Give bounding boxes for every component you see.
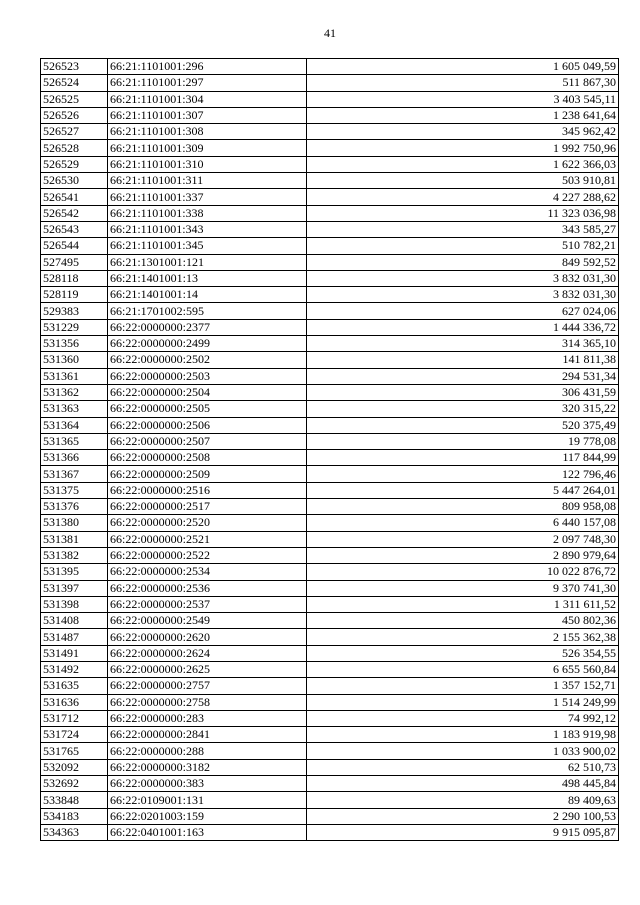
row-number-cell: 531395 xyxy=(41,564,108,580)
row-number-cell: 531382 xyxy=(41,547,108,563)
table-row xyxy=(41,759,619,775)
cadastral-number-cell: 66:21:1301001:121 xyxy=(108,254,307,270)
cadastral-number-cell: 66:21:1401001:13 xyxy=(108,270,307,286)
cadastral-number-cell: 66:21:1101001:307 xyxy=(108,107,307,123)
cadastral-number-cell: 66:22:0000000:2537 xyxy=(108,596,307,612)
table-row xyxy=(41,417,619,433)
row-number-cell: 531381 xyxy=(41,531,108,547)
cadastral-number-cell: 66:22:0000000:3182 xyxy=(108,759,307,775)
table-row xyxy=(41,91,619,107)
cadastral-value-cell: 1 357 152,71 xyxy=(307,678,619,694)
cadastral-value-cell: 122 796,46 xyxy=(307,466,619,482)
cadastral-number-cell: 66:22:0109001:131 xyxy=(108,792,307,808)
table-row xyxy=(41,254,619,270)
cadastral-value-cell: 809 958,08 xyxy=(307,499,619,515)
cadastral-number-cell: 66:22:0000000:2522 xyxy=(108,547,307,563)
cadastral-value-cell: 2 290 100,53 xyxy=(307,808,619,824)
table-row xyxy=(41,221,619,237)
table-row xyxy=(41,336,619,352)
cadastral-value-cell: 1 311 611,52 xyxy=(307,596,619,612)
cadastral-value-cell: 503 910,81 xyxy=(307,173,619,189)
table-row xyxy=(41,776,619,792)
cadastral-number-cell: 66:22:0000000:2536 xyxy=(108,580,307,596)
cadastral-value-cell: 1 514 249,99 xyxy=(307,694,619,710)
cadastral-number-cell: 66:22:0000000:2757 xyxy=(108,678,307,694)
cadastral-number-cell: 66:21:1101001:310 xyxy=(108,156,307,172)
cadastral-value-cell: 343 585,27 xyxy=(307,221,619,237)
cadastral-value-cell: 10 022 876,72 xyxy=(307,564,619,580)
cadastral-value-cell: 6 655 560,84 xyxy=(307,661,619,677)
row-number-cell: 526530 xyxy=(41,173,108,189)
table-row xyxy=(41,287,619,303)
cadastral-value-cell: 5 447 264,01 xyxy=(307,482,619,498)
cadastral-number-cell: 66:22:0000000:2508 xyxy=(108,450,307,466)
row-number-cell: 532092 xyxy=(41,759,108,775)
table-row xyxy=(41,710,619,726)
cadastral-number-cell: 66:22:0000000:2499 xyxy=(108,336,307,352)
cadastral-value-cell: 1 622 366,03 xyxy=(307,156,619,172)
cadastral-value-cell: 306 431,59 xyxy=(307,384,619,400)
cadastral-value-cell: 450 802,36 xyxy=(307,613,619,629)
table-row xyxy=(41,319,619,335)
table-row xyxy=(41,808,619,824)
table-row xyxy=(41,596,619,612)
cadastral-number-cell: 66:22:0000000:2505 xyxy=(108,401,307,417)
cadastral-number-cell: 66:22:0000000:2506 xyxy=(108,417,307,433)
cadastral-value-cell: 511 867,30 xyxy=(307,75,619,91)
cadastral-value-cell: 117 844,99 xyxy=(307,450,619,466)
cadastral-number-cell: 66:22:0000000:2624 xyxy=(108,645,307,661)
table-row xyxy=(41,499,619,515)
row-number-cell: 529383 xyxy=(41,303,108,319)
row-number-cell: 526541 xyxy=(41,189,108,205)
table-row xyxy=(41,124,619,140)
row-number-cell: 531398 xyxy=(41,596,108,612)
cadastral-value-cell: 62 510,73 xyxy=(307,759,619,775)
row-number-cell: 528119 xyxy=(41,287,108,303)
cadastral-number-cell: 66:22:0000000:2620 xyxy=(108,629,307,645)
cadastral-number-cell: 66:22:0000000:2534 xyxy=(108,564,307,580)
row-number-cell: 531492 xyxy=(41,661,108,677)
cadastral-number-cell: 66:22:0000000:288 xyxy=(108,743,307,759)
cadastral-number-cell: 66:22:0000000:283 xyxy=(108,710,307,726)
table-row xyxy=(41,678,619,694)
row-number-cell: 531367 xyxy=(41,466,108,482)
cadastral-value-cell: 1 605 049,59 xyxy=(307,59,619,75)
cadastral-number-cell: 66:22:0201003:159 xyxy=(108,808,307,824)
row-number-cell: 531487 xyxy=(41,629,108,645)
cadastral-number-cell: 66:21:1101001:308 xyxy=(108,124,307,140)
cadastral-number-cell: 66:22:0000000:2841 xyxy=(108,727,307,743)
cadastral-number-cell: 66:22:0000000:2377 xyxy=(108,319,307,335)
table-row xyxy=(41,189,619,205)
cadastral-value-cell: 294 531,34 xyxy=(307,368,619,384)
table-row xyxy=(41,824,619,840)
row-number-cell: 531361 xyxy=(41,368,108,384)
cadastral-value-cell: 6 440 157,08 xyxy=(307,515,619,531)
table-row xyxy=(41,156,619,172)
row-number-cell: 533848 xyxy=(41,792,108,808)
row-number-cell: 526528 xyxy=(41,140,108,156)
cadastral-value-cell: 141 811,38 xyxy=(307,352,619,368)
row-number-cell: 531366 xyxy=(41,450,108,466)
cadastral-number-cell: 66:22:0000000:2504 xyxy=(108,384,307,400)
table-row xyxy=(41,107,619,123)
row-number-cell: 531364 xyxy=(41,417,108,433)
table-row xyxy=(41,547,619,563)
cadastral-value-cell: 9 370 741,30 xyxy=(307,580,619,596)
row-number-cell: 531636 xyxy=(41,694,108,710)
row-number-cell: 531229 xyxy=(41,319,108,335)
cadastral-number-cell: 66:22:0000000:2520 xyxy=(108,515,307,531)
cadastral-number-cell: 66:21:1101001:296 xyxy=(108,59,307,75)
table-row xyxy=(41,661,619,677)
table-row xyxy=(41,140,619,156)
cadastral-number-cell: 66:21:1101001:311 xyxy=(108,173,307,189)
cadastral-value-cell: 2 097 748,30 xyxy=(307,531,619,547)
cadastral-value-cell: 320 315,22 xyxy=(307,401,619,417)
cadastral-value-cell: 849 592,52 xyxy=(307,254,619,270)
cadastral-number-cell: 66:22:0000000:2549 xyxy=(108,613,307,629)
cadastral-value-cell: 345 962,42 xyxy=(307,124,619,140)
table-row xyxy=(41,75,619,91)
row-number-cell: 526529 xyxy=(41,156,108,172)
table-row xyxy=(41,238,619,254)
table-row xyxy=(41,629,619,645)
page-number: 41 xyxy=(324,26,336,40)
cadastral-number-cell: 66:22:0000000:2507 xyxy=(108,433,307,449)
cadastral-number-cell: 66:22:0000000:2517 xyxy=(108,499,307,515)
cadastral-number-cell: 66:21:1401001:14 xyxy=(108,287,307,303)
row-number-cell: 526526 xyxy=(41,107,108,123)
table-row xyxy=(41,59,619,75)
table-row xyxy=(41,173,619,189)
table-row xyxy=(41,482,619,498)
cadastral-value-cell: 510 782,21 xyxy=(307,238,619,254)
cadastral-value-table xyxy=(40,58,619,841)
table-row xyxy=(41,727,619,743)
table-row xyxy=(41,433,619,449)
cadastral-number-cell: 66:21:1101001:338 xyxy=(108,205,307,221)
row-number-cell: 534363 xyxy=(41,824,108,840)
cadastral-value-cell: 89 409,63 xyxy=(307,792,619,808)
cadastral-value-cell: 498 445,84 xyxy=(307,776,619,792)
row-number-cell: 531635 xyxy=(41,678,108,694)
table-row xyxy=(41,401,619,417)
table-row xyxy=(41,515,619,531)
table-row xyxy=(41,564,619,580)
row-number-cell: 526525 xyxy=(41,91,108,107)
cadastral-value-cell: 2 155 362,38 xyxy=(307,629,619,645)
cadastral-value-cell: 19 778,08 xyxy=(307,433,619,449)
cadastral-value-cell: 2 890 979,64 xyxy=(307,547,619,563)
table-row xyxy=(41,270,619,286)
cadastral-value-cell: 1 033 900,02 xyxy=(307,743,619,759)
cadastral-number-cell: 66:22:0000000:2503 xyxy=(108,368,307,384)
cadastral-value-cell: 1 992 750,96 xyxy=(307,140,619,156)
cadastral-number-cell: 66:22:0000000:2516 xyxy=(108,482,307,498)
row-number-cell: 531408 xyxy=(41,613,108,629)
cadastral-value-cell: 314 365,10 xyxy=(307,336,619,352)
row-number-cell: 528118 xyxy=(41,270,108,286)
table-row xyxy=(41,645,619,661)
row-number-cell: 526542 xyxy=(41,205,108,221)
row-number-cell: 532692 xyxy=(41,776,108,792)
table-row xyxy=(41,580,619,596)
row-number-cell: 531765 xyxy=(41,743,108,759)
cadastral-value-cell: 520 375,49 xyxy=(307,417,619,433)
cadastral-number-cell: 66:22:0000000:2509 xyxy=(108,466,307,482)
cadastral-number-cell: 66:22:0000000:2521 xyxy=(108,531,307,547)
table-row xyxy=(41,205,619,221)
row-number-cell: 531376 xyxy=(41,499,108,515)
row-number-cell: 531362 xyxy=(41,384,108,400)
cadastral-number-cell: 66:21:1101001:297 xyxy=(108,75,307,91)
table-row xyxy=(41,384,619,400)
cadastral-value-cell: 1 444 336,72 xyxy=(307,319,619,335)
row-number-cell: 531365 xyxy=(41,433,108,449)
row-number-cell: 531363 xyxy=(41,401,108,417)
cadastral-value-cell: 3 832 031,30 xyxy=(307,270,619,286)
row-number-cell: 531712 xyxy=(41,710,108,726)
row-number-cell: 534183 xyxy=(41,808,108,824)
cadastral-number-cell: 66:21:1101001:345 xyxy=(108,238,307,254)
cadastral-value-cell: 9 915 095,87 xyxy=(307,824,619,840)
row-number-cell: 526544 xyxy=(41,238,108,254)
table-row xyxy=(41,694,619,710)
table-body xyxy=(41,59,619,841)
row-number-cell: 526527 xyxy=(41,124,108,140)
cadastral-value-cell: 1 238 641,64 xyxy=(307,107,619,123)
cadastral-number-cell: 66:22:0000000:2502 xyxy=(108,352,307,368)
cadastral-number-cell: 66:21:1701002:595 xyxy=(108,303,307,319)
cadastral-value-cell: 3 403 545,11 xyxy=(307,91,619,107)
cadastral-number-cell: 66:22:0000000:2758 xyxy=(108,694,307,710)
table-row xyxy=(41,466,619,482)
cadastral-value-cell: 3 832 031,30 xyxy=(307,287,619,303)
cadastral-value-cell: 526 354,55 xyxy=(307,645,619,661)
cadastral-value-cell: 74 992,12 xyxy=(307,710,619,726)
cadastral-number-cell: 66:22:0000000:2625 xyxy=(108,661,307,677)
cadastral-value-cell: 627 024,06 xyxy=(307,303,619,319)
table-row xyxy=(41,303,619,319)
cadastral-value-cell: 1 183 919,98 xyxy=(307,727,619,743)
cadastral-number-cell: 66:22:0000000:383 xyxy=(108,776,307,792)
table-row xyxy=(41,352,619,368)
row-number-cell: 531724 xyxy=(41,727,108,743)
cadastral-number-cell: 66:21:1101001:309 xyxy=(108,140,307,156)
table-row xyxy=(41,613,619,629)
table-row xyxy=(41,792,619,808)
row-number-cell: 531380 xyxy=(41,515,108,531)
row-number-cell: 531397 xyxy=(41,580,108,596)
table-row xyxy=(41,450,619,466)
table-row xyxy=(41,368,619,384)
cadastral-number-cell: 66:21:1101001:343 xyxy=(108,221,307,237)
row-number-cell: 527495 xyxy=(41,254,108,270)
row-number-cell: 526524 xyxy=(41,75,108,91)
cadastral-number-cell: 66:22:0401001:163 xyxy=(108,824,307,840)
cadastral-number-cell: 66:21:1101001:337 xyxy=(108,189,307,205)
row-number-cell: 526523 xyxy=(41,59,108,75)
cadastral-value-cell: 11 323 036,98 xyxy=(307,205,619,221)
row-number-cell: 531375 xyxy=(41,482,108,498)
row-number-cell: 531356 xyxy=(41,336,108,352)
row-number-cell: 526543 xyxy=(41,221,108,237)
table-row xyxy=(41,531,619,547)
row-number-cell: 531491 xyxy=(41,645,108,661)
cadastral-value-cell: 4 227 288,62 xyxy=(307,189,619,205)
table-row xyxy=(41,743,619,759)
cadastral-number-cell: 66:21:1101001:304 xyxy=(108,91,307,107)
row-number-cell: 531360 xyxy=(41,352,108,368)
